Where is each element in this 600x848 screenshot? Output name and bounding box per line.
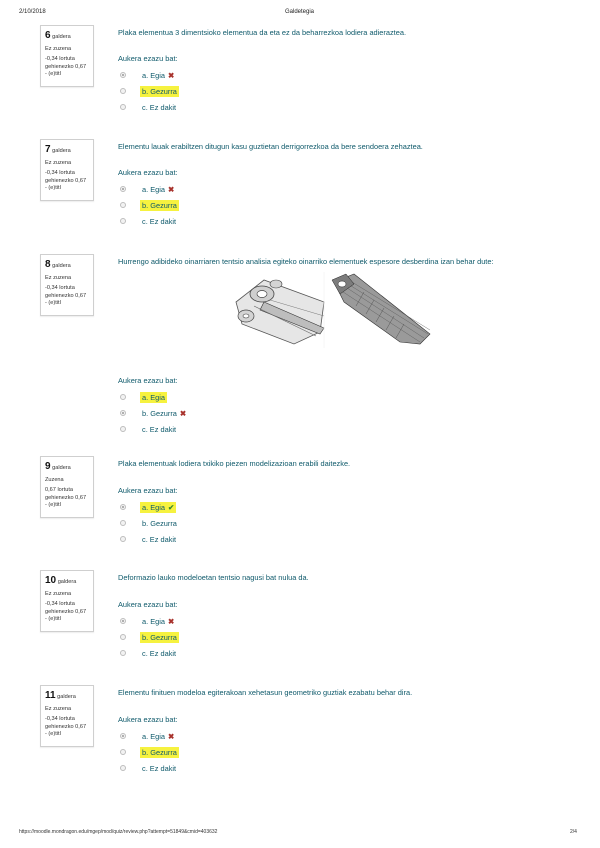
question-state: Ez zuzena (45, 590, 72, 597)
flag-question-link[interactable]: - (e)titl (45, 185, 61, 192)
question-marks: -0,34 lortuta gehienezko 0,67 (45, 170, 87, 184)
answer-option-label (140, 408, 188, 419)
question-text: Hurrengo adibideko oinarriaren tentsio analisia egiteko oinarriko elementuek espesore desberdina izan behar dute: (118, 257, 494, 266)
question-info-box (40, 254, 94, 316)
answer-prompt: Aukera ezazu bat: (118, 486, 178, 495)
flag-question-link[interactable]: - (e)titl (45, 616, 61, 623)
radio-button[interactable] (120, 394, 126, 400)
bracket-model-image (224, 272, 438, 348)
answer-option-label (140, 424, 178, 435)
option-text: c. Ez dakit (142, 649, 177, 658)
radio-button[interactable] (120, 749, 126, 755)
check-icon: ✔ (168, 503, 175, 512)
radio-button[interactable] (120, 618, 126, 624)
page-header-title: Galdetegia (285, 9, 315, 15)
cross-icon: ✖ (168, 617, 175, 626)
radio-button[interactable] (120, 504, 126, 510)
option-text: a. Egia (142, 503, 166, 512)
answer-option-label (140, 518, 179, 529)
option-text: a. Egia (142, 617, 166, 626)
option-text: c. Ez dakit (142, 217, 177, 226)
answer-option-label (140, 747, 179, 758)
question-text: Deformazio lauko modeloetan tentsio nagusi bat nulua da. (118, 573, 309, 582)
option-text: b. Gezurra (142, 87, 177, 96)
option-text: a. Egia (142, 71, 166, 80)
question-text: Plaka elementuak lodiera txikiko piezen modelizazioan erabili daitezke. (118, 459, 351, 468)
answer-option-label (140, 216, 178, 227)
option-text: a. Egia (142, 393, 166, 402)
cross-icon: ✖ (168, 732, 175, 741)
question-marks: -0,34 lortuta gehienezko 0,67 (45, 285, 87, 299)
question-label: galdera (52, 263, 71, 269)
answer-option-label (140, 200, 179, 211)
cross-icon: ✖ (168, 71, 175, 80)
answer-option-label (140, 392, 167, 403)
radio-button[interactable] (120, 536, 126, 542)
option-text: b. Gezurra (142, 633, 177, 642)
answer-prompt: Aukera ezazu bat: (118, 715, 178, 724)
answer-option-label (140, 86, 179, 97)
option-text: b. Gezurra (142, 201, 177, 210)
question-number: 11 (45, 690, 56, 701)
question-label: galdera (57, 579, 77, 585)
answer-prompt: Aukera ezazu bat: (118, 168, 178, 177)
radio-button[interactable] (120, 634, 126, 640)
option-text: a. Egia (142, 732, 166, 741)
question-number: 10 (45, 575, 57, 586)
question-label: galdera (52, 465, 71, 471)
flag-question-link[interactable]: - (e)titl (45, 71, 61, 78)
question-state: Zuzena (45, 476, 64, 483)
flag-question-link[interactable]: - (e)titl (45, 731, 61, 738)
question-marks: -0,34 lortuta gehienezko 0,67 (45, 601, 87, 615)
radio-button[interactable] (120, 410, 126, 416)
answer-option-label (140, 534, 178, 545)
option-text: c. Ez dakit (142, 764, 177, 773)
page-number: 2/4 (570, 829, 577, 835)
radio-button[interactable] (120, 733, 126, 739)
question-number: 8 (45, 259, 51, 270)
question-marks: -0,34 lortuta gehienezko 0,67 (45, 56, 87, 70)
answer-option-label (140, 616, 176, 627)
radio-button[interactable] (120, 426, 126, 432)
radio-button[interactable] (120, 202, 126, 208)
option-text: b. Gezurra (142, 519, 177, 528)
answer-option-label (140, 731, 176, 742)
flag-question-link[interactable]: - (e)titl (45, 502, 61, 509)
option-text: b. Gezurra (142, 409, 177, 418)
cross-icon: ✖ (179, 409, 187, 418)
question-state: Ez zuzena (45, 274, 72, 281)
question-info-box (40, 25, 94, 87)
answer-option-label (140, 184, 176, 195)
answer-option-label (140, 763, 178, 774)
answer-option-label (140, 648, 178, 659)
question-state: Ez zuzena (45, 45, 72, 52)
radio-button[interactable] (120, 765, 126, 771)
question-text: Elementu finituen modeloa egiterakoan xehetasun geometriko guztiak ezabatu behar dira. (118, 688, 413, 697)
radio-button[interactable] (120, 650, 126, 656)
flag-question-link[interactable]: - (e)titl (45, 300, 61, 307)
question-text: Elementu lauak erabiltzen ditugun kasu guztietan derrigorrezkoa da bere sendoera zehaztea. (118, 142, 423, 151)
answer-prompt: Aukera ezazu bat: (118, 54, 178, 63)
radio-button[interactable] (120, 104, 126, 110)
answer-option-label (140, 70, 176, 81)
radio-button[interactable] (120, 520, 126, 526)
answer-prompt: Aukera ezazu bat: (118, 376, 178, 385)
answer-option-label (140, 102, 178, 113)
question-number: 6 (45, 30, 51, 41)
page-url[interactable]: https://moodle.mondragon.edu/mgep/mod/quiz/review.php?attempt=51849&cmid=403632 (19, 829, 218, 835)
question-marks: 0,67 lortuta gehienezko 0,67 (45, 487, 87, 501)
question-info-box (40, 570, 94, 632)
print-date: 2/10/2018 (19, 9, 46, 15)
question-state: Ez zuzena (45, 705, 72, 712)
option-text: c. Ez dakit (142, 425, 177, 434)
radio-button[interactable] (120, 186, 126, 192)
question-info-box (40, 456, 94, 518)
question-label: galdera (52, 148, 71, 154)
option-text: c. Ez dakit (142, 535, 177, 544)
question-label: galdera (52, 34, 71, 40)
answer-option-label (140, 502, 176, 513)
question-state: Ez zuzena (45, 159, 72, 166)
option-text: a. Egia (142, 185, 166, 194)
question-info-box (40, 139, 94, 201)
radio-button[interactable] (120, 72, 126, 78)
answer-prompt: Aukera ezazu bat: (118, 600, 178, 609)
question-number: 7 (45, 144, 51, 155)
question-number: 9 (45, 461, 51, 472)
cross-icon: ✖ (168, 185, 175, 194)
question-text: Plaka elementua 3 dimentsioko elementua da eta ez da beharrezkoa lodiera adieraztea. (118, 28, 407, 37)
question-info-box (40, 685, 94, 747)
radio-button[interactable] (120, 88, 126, 94)
option-text: b. Gezurra (142, 748, 177, 757)
question-marks: -0,34 lortuta gehienezko 0,67 (45, 716, 87, 730)
answer-option-label (140, 632, 179, 643)
option-text: c. Ez dakit (142, 103, 177, 112)
question-label: galdera (57, 694, 76, 700)
radio-button[interactable] (120, 218, 126, 224)
